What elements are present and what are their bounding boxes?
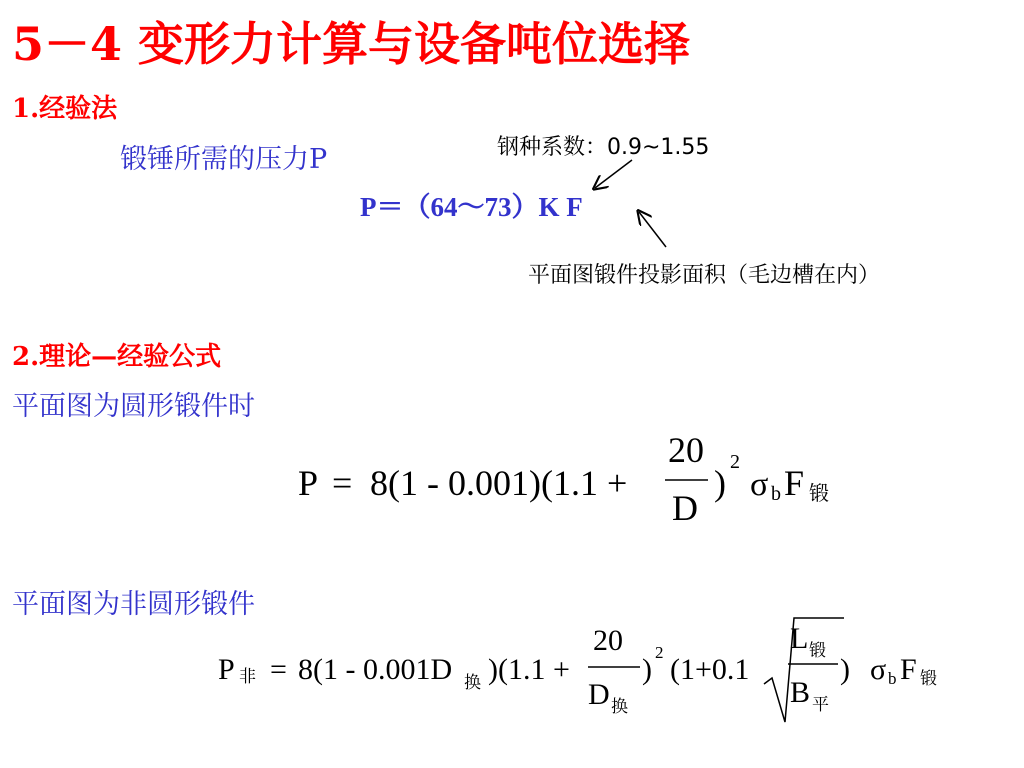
formula-nonround bbox=[212, 612, 952, 727]
formula-sigma-sub: b bbox=[771, 483, 781, 505]
formula-eq: = bbox=[332, 463, 353, 503]
arrow-to-F bbox=[639, 212, 666, 247]
formula-exponent: 2 bbox=[730, 451, 740, 473]
formula-numerator: 20 bbox=[668, 430, 704, 470]
formula2-numerator: 20 bbox=[593, 624, 623, 657]
case-round-label: 平面图为圆形锻件时 bbox=[12, 391, 255, 422]
formula2-F: F bbox=[900, 653, 917, 686]
formula2-eq: = bbox=[270, 653, 287, 686]
formula2-B-sub: 平 bbox=[812, 695, 829, 715]
formula2-body2: )(1.1 + bbox=[488, 653, 570, 686]
formula2-B: B bbox=[790, 676, 811, 709]
formula-round bbox=[290, 420, 850, 530]
formula-sigma: σ bbox=[750, 466, 769, 503]
formula2-body: 8(1 - 0.001D bbox=[298, 653, 453, 686]
formula2-L-sub: 锻 bbox=[809, 641, 826, 661]
formula2-lhs-sub: 非 bbox=[239, 667, 256, 687]
formula2-open: ( bbox=[670, 653, 680, 686]
formula-F-sub: 锻 bbox=[809, 481, 829, 505]
formula2-D-sub: 换 bbox=[464, 673, 481, 693]
formula-lhs: P bbox=[298, 463, 319, 503]
formula2-L: L bbox=[790, 622, 809, 655]
section2-heading: 2.理论—经验公式 bbox=[12, 342, 222, 372]
formula2-inner: 1+0.1 bbox=[680, 653, 750, 686]
formula2-denominator: D bbox=[588, 678, 610, 711]
formula2-close: ) bbox=[642, 653, 652, 686]
formula2-F-sub: 锻 bbox=[920, 669, 937, 689]
formula2-sigma: σ bbox=[870, 653, 887, 686]
section1-heading: 1.经验法 bbox=[12, 94, 118, 124]
formula-close-paren: ) bbox=[714, 463, 726, 503]
projected-area-note: 平面图锻件投影面积（毛边槽在内） bbox=[528, 263, 881, 288]
formula2-exp: 2 bbox=[655, 643, 664, 662]
formula-denominator: D bbox=[672, 488, 698, 528]
empirical-formula: P＝（64～73）K F bbox=[360, 192, 583, 222]
steel-coefficient-note: 钢种系数：0.9~1.55 bbox=[497, 135, 710, 160]
page-title: 5－4 变形力计算与设备吨位选择 bbox=[12, 17, 691, 71]
formula-body: 8(1 - 0.001)(1.1 + bbox=[370, 463, 628, 503]
arrow-to-K bbox=[595, 160, 632, 188]
formula2-den-sub: 换 bbox=[611, 697, 628, 717]
case-nonround-label: 平面图为非圆形锻件 bbox=[12, 589, 255, 620]
section1-subject: 锻锤所需的压力P bbox=[120, 144, 328, 175]
formula-F: F bbox=[784, 463, 805, 503]
formula2-sigma-sub: b bbox=[888, 669, 897, 688]
formula2-paren-close: ) bbox=[840, 653, 850, 686]
formula2-lhs: P bbox=[218, 653, 235, 686]
